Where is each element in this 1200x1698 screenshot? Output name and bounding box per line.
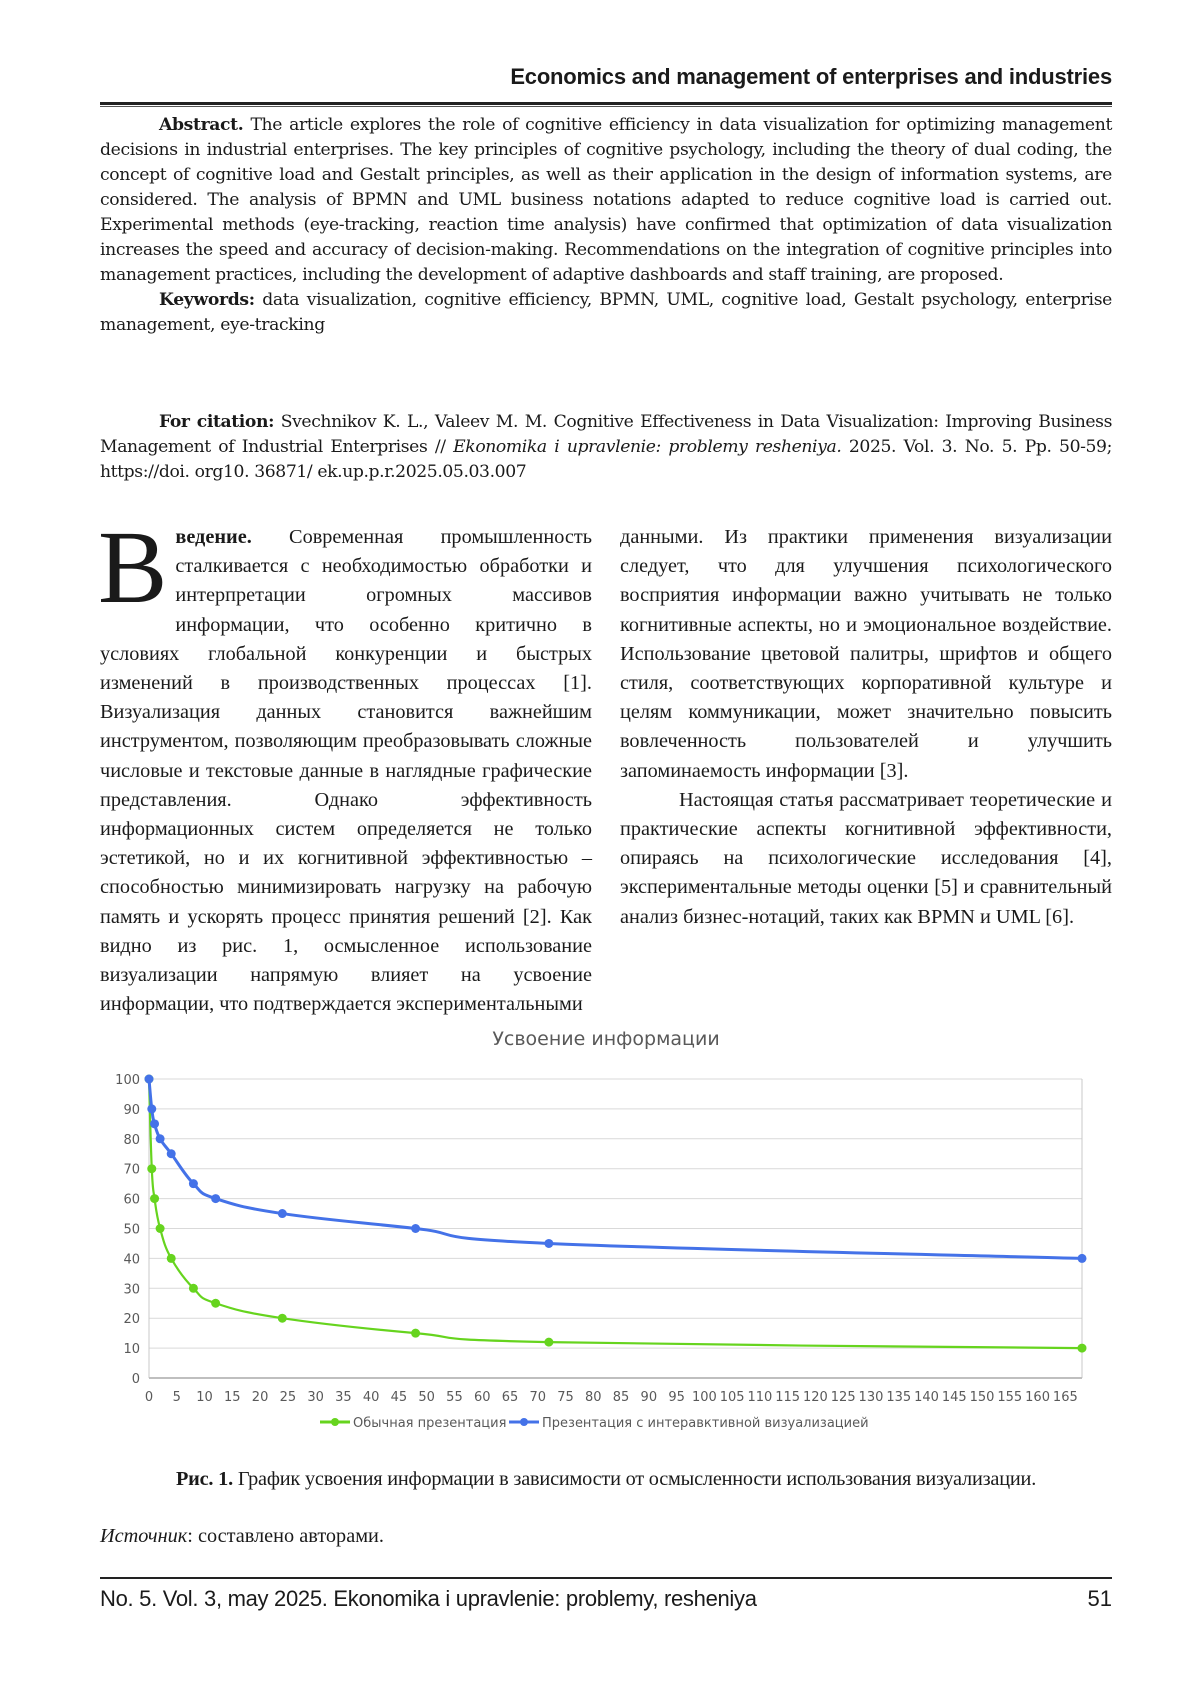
y-tick-label: 20 bbox=[123, 1312, 140, 1328]
x-tick-label: 80 bbox=[585, 1390, 602, 1405]
y-tick-label: 10 bbox=[123, 1342, 140, 1358]
intro-text: Современная промышленность сталкивается с необходимостью обработки и интерпретации огромных массивов информации, что особенно критично в условиях глобальной конкуренции и быстрых изменений в производственных процессах [1]. Визуализация данных становится важнейшим инструментом, позволяющим преобразовывать сложные числовые и текстовые данные в наглядные графические представления. Однако эффективность информационных систем определяется не только эстетикой, но и их когнитивной эффективностью – способностью минимизировать нагрузку на рабочую память и ускорять процесс принятия решений [2]. Как видно из рис. 1, осмысленное использование визуализации напрямую влияет на усвоение информации, что подтверждается экспериментальными bbox=[100, 526, 592, 1016]
legend-label: Обычная презентация bbox=[353, 1416, 507, 1431]
figure-chart bbox=[100, 1030, 1112, 1450]
data-point bbox=[211, 1299, 220, 1308]
legend-swatch-marker bbox=[331, 1418, 339, 1426]
header-rule bbox=[100, 102, 1112, 105]
x-tick-label: 100 bbox=[691, 1390, 717, 1405]
citation-text: Svechnikov K. L., Valeev M. M. Cognitive Effectiveness in Data Visualization: Improving Business Management of Industrial Enterprises // bbox=[100, 412, 1112, 457]
x-tick-label: 160 bbox=[1025, 1390, 1050, 1405]
abstract-text: The article explores the role of cognitive efficiency in data visualization for optimizing management decisions in industrial enterprises. The key principles of cognitive psychology, including the theory of dual coding, the concept of cognitive load and Gestalt principles, as well as their application in the design of information systems, are considered. The analysis of BPMN and UML business notations adapted to reduce cognitive load is carried out. Experimental methods (eye-tracking, reaction time analysis) have confirmed that optimization of data visualization increases the speed and accuracy of decision-making. Recommendations on the integration of cognitive principles into management practices, including the development of adaptive dashboards and staff training, are proposed. bbox=[100, 115, 1112, 285]
chart-title: Усвоение информации bbox=[492, 1030, 720, 1050]
data-point bbox=[150, 1194, 159, 1203]
y-tick-label: 50 bbox=[123, 1222, 140, 1238]
x-tick-label: 60 bbox=[473, 1390, 491, 1405]
x-tick-label: 40 bbox=[362, 1390, 380, 1405]
footer-journal-issue: No. 5. Vol. 3, may 2025. Ekonomika i upravlenie: problemy, resheniya bbox=[100, 1586, 757, 1611]
intro-paragraph bbox=[98, 510, 592, 1019]
data-point bbox=[544, 1338, 553, 1347]
body-column-left bbox=[98, 510, 592, 1019]
x-tick-label: 65 bbox=[501, 1390, 519, 1405]
x-tick-label: 120 bbox=[803, 1390, 828, 1405]
data-point bbox=[278, 1209, 287, 1218]
data-point bbox=[147, 1104, 156, 1113]
y-tick-label: 100 bbox=[115, 1073, 140, 1088]
citation-label: For citation: bbox=[159, 412, 275, 432]
x-tick-label: 95 bbox=[668, 1390, 685, 1405]
data-point bbox=[156, 1224, 165, 1233]
abstract-paragraph bbox=[100, 113, 1112, 288]
data-point bbox=[167, 1254, 176, 1263]
x-tick-label: 135 bbox=[886, 1390, 912, 1405]
y-tick-label: 60 bbox=[123, 1192, 140, 1208]
intro-label: ведение. bbox=[175, 526, 252, 548]
x-tick-label: 55 bbox=[446, 1390, 463, 1405]
keywords-text: data visualization, cognitive efficiency, BPMN, UML, cognitive load, Gestalt psychology, enterprise management, eye-tracking bbox=[100, 290, 1112, 335]
keywords-label: Keywords: bbox=[159, 290, 255, 310]
x-tick-label: 105 bbox=[719, 1390, 745, 1405]
x-axis-ticks bbox=[145, 1390, 1078, 1405]
body-paragraph: данными. Из практики применения визуализации следует, что для улучшения психологического восприятия информации важно учитывать не только когнитивные аспекты, но и эмоциональное воздействие. Использование цветовой палитры, шрифтов и общего стиля, соответствующих корпоративной культуре и целям коммуникации, может значительно повысить вовлеченность пользователей и улучшить запоминаемость информации [3]. bbox=[620, 526, 1112, 782]
source-text: : составлено авторами. bbox=[187, 1525, 384, 1547]
data-point bbox=[147, 1164, 156, 1173]
x-tick-label: 10 bbox=[196, 1390, 213, 1405]
data-point bbox=[189, 1179, 198, 1188]
y-tick-label: 80 bbox=[123, 1132, 140, 1148]
x-tick-label: 5 bbox=[172, 1390, 181, 1405]
abstract-label: Abstract. bbox=[159, 115, 244, 135]
x-tick-label: 20 bbox=[251, 1390, 269, 1405]
x-tick-label: 35 bbox=[335, 1390, 352, 1405]
y-tick-label: 40 bbox=[123, 1252, 140, 1268]
header-rule-thin bbox=[100, 106, 1112, 107]
citation-details: 2025. Vol. 3. No. 5. Pp. 50-59; https://doi. org10. 36871/ ek.up.p.r.2025.05.03.007 bbox=[100, 437, 1112, 482]
citation-section bbox=[100, 410, 1112, 485]
x-tick-label: 30 bbox=[307, 1390, 324, 1405]
legend-label: Презентация с интеравктивной визуализацией bbox=[542, 1416, 869, 1431]
data-point bbox=[1078, 1254, 1087, 1263]
x-tick-label: 0 bbox=[144, 1390, 154, 1405]
abstract-section bbox=[100, 113, 1112, 338]
y-tick-label: 0 bbox=[131, 1372, 140, 1387]
page-number: 51 bbox=[1087, 1586, 1112, 1611]
source-label: Источник bbox=[100, 1525, 188, 1547]
data-point bbox=[145, 1075, 154, 1084]
x-tick-label: 115 bbox=[775, 1390, 801, 1405]
x-tick-label: 50 bbox=[418, 1390, 435, 1405]
data-point bbox=[411, 1329, 420, 1338]
data-point bbox=[189, 1284, 198, 1293]
data-point bbox=[211, 1194, 220, 1203]
x-tick-label: 165 bbox=[1052, 1390, 1078, 1405]
x-tick-label: 75 bbox=[557, 1390, 574, 1405]
x-tick-label: 145 bbox=[941, 1390, 967, 1405]
body-column-right bbox=[620, 523, 1112, 932]
data-point bbox=[411, 1224, 420, 1233]
y-tick-label: 30 bbox=[123, 1282, 140, 1298]
figure-source bbox=[100, 1525, 384, 1548]
x-tick-label: 125 bbox=[830, 1390, 856, 1405]
body-paragraph: Настоящая статья рассматривает теоретические и практические аспекты когнитивной эффективности, опираясь на психологические исследования [4], экспериментальные методы оценки [5] и сравнительный анализ бизнес-нотаций, таких как BPMN и UML [6]. bbox=[620, 788, 1112, 928]
x-tick-label: 130 bbox=[858, 1390, 884, 1405]
x-tick-label: 25 bbox=[279, 1390, 297, 1405]
data-point bbox=[150, 1119, 159, 1128]
y-tick-label: 90 bbox=[123, 1102, 140, 1118]
citation-paragraph bbox=[100, 410, 1112, 485]
series-group bbox=[145, 1075, 1087, 1353]
citation-journal: Ekonomika i upravlenie: problemy resheniya. bbox=[453, 437, 842, 457]
data-point bbox=[167, 1149, 176, 1158]
x-tick-label: 140 bbox=[914, 1390, 939, 1405]
x-tick-label: 90 bbox=[640, 1390, 658, 1405]
x-tick-label: 70 bbox=[529, 1390, 547, 1405]
footer-rule bbox=[100, 1577, 1112, 1579]
drop-cap: В bbox=[98, 510, 168, 625]
x-tick-label: 85 bbox=[612, 1390, 630, 1405]
data-point bbox=[156, 1134, 165, 1143]
running-head-title: Economics and management of enterprises and industries bbox=[510, 64, 1112, 89]
x-tick-label: 150 bbox=[969, 1390, 995, 1405]
figure-caption bbox=[100, 1468, 1112, 1491]
x-tick-label: 155 bbox=[997, 1390, 1023, 1405]
y-axis-ticks bbox=[115, 1073, 140, 1387]
keywords-paragraph bbox=[100, 288, 1112, 338]
x-tick-label: 110 bbox=[747, 1390, 773, 1405]
grid-lines bbox=[149, 1079, 1082, 1378]
caption-text: График усвоения информации в зависимости от осмысленности использования визуализации. bbox=[232, 1468, 1037, 1490]
y-tick-label: 70 bbox=[123, 1162, 140, 1178]
x-tick-label: 15 bbox=[224, 1390, 241, 1405]
chart-legend bbox=[320, 1416, 869, 1431]
data-point bbox=[544, 1239, 553, 1248]
line-chart bbox=[100, 1030, 1112, 1450]
data-point bbox=[278, 1314, 287, 1323]
legend-swatch-marker bbox=[520, 1418, 528, 1426]
caption-label: Рис. 1. bbox=[175, 1468, 233, 1490]
data-point bbox=[1078, 1344, 1087, 1353]
x-tick-label: 45 bbox=[390, 1390, 408, 1405]
